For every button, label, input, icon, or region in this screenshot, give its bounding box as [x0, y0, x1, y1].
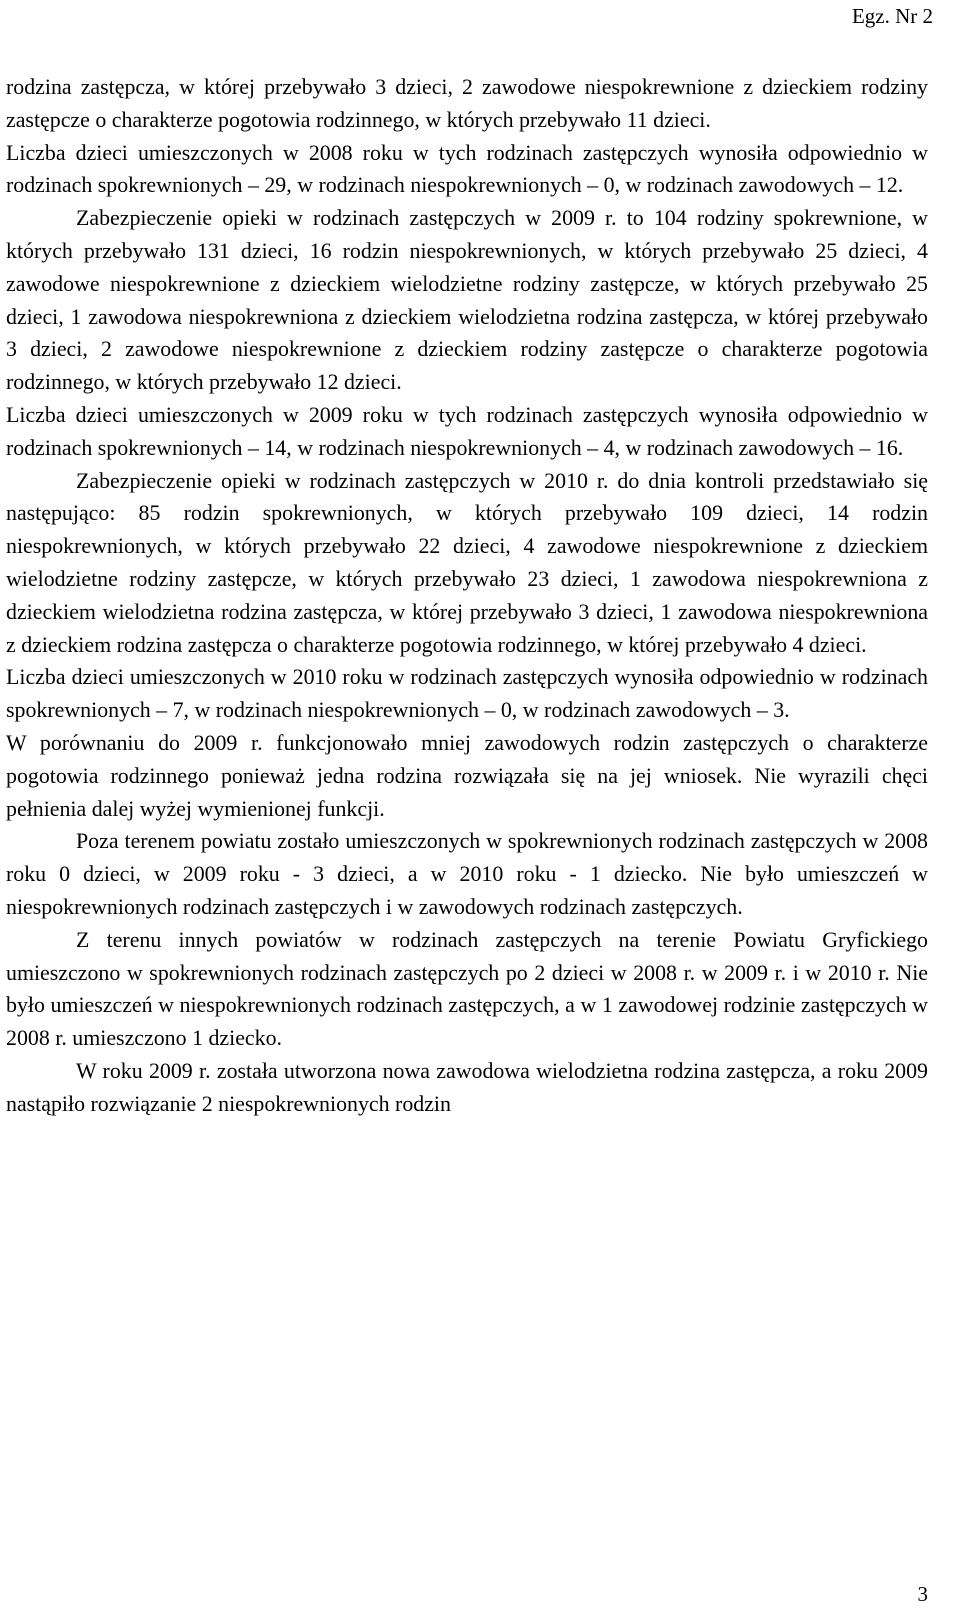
paragraph-2: Liczba dzieci umieszczonych w 2008 roku w tych rodzinach zastępczych wynosiła odpowiednio w rodzinach spokrewnionych – 29, w rodzinach niespokrewnionych – 0, w rodzinach zawodowych – 12. — [6, 139, 928, 198]
document-body — [6, 71, 928, 1121]
paragraph-1: rodzina zastępcza, w której przebywało 3 dzieci, 2 zawodowe niespokrewnione z dzieckiem rodziny zastępcze o charakterze pogotowia rodzinnego, w których przebywało 11 dzieci. — [6, 74, 928, 132]
paragraph-3: Zabezpieczenie opieki w rodzinach zastępczych w 2009 r. to 104 rodziny spokrewnione, w których przebywało 131 dzieci, 16 rodzin niespokrewnionych, w których przebywało 25 dzieci, 4 zawodowe niespokrewnione z dzieckiem wielodzietne rodziny zastępcze, w których przebywało 25 dzieci, 1 zawodowa niespokrewniona z dzieckiem wielodzietna rodzina zastępcza, w której przebywało 3 dzieci, 2 zawodowe niespokrewnione z dzieckiem rodziny zastępcze o charakterze pogotowia rodzinnego, w których przebywało 12 dzieci. — [6, 205, 928, 395]
page-number: 3 — [917, 1582, 928, 1606]
paragraph-6: Liczba dzieci umieszczonych w 2010 roku w rodzinach zastępczych wynosiła odpowiednio w rodzinach spokrewnionych – 7, w rodzinach niespokrewnionych – 0, w rodzinach zawodowych – 3. — [6, 664, 928, 723]
paragraph-10: W roku 2009 r. została utworzona nowa zawodowa wielodzietna rodzina zastępcza, a roku 2009 nastąpiło rozwiązanie 2 niespokrewnionych rodzin — [6, 1057, 928, 1116]
paragraph-5: Zabezpieczenie opieki w rodzinach zastępczych w 2010 r. do dnia kontroli przedstawiało się następująco: 85 rodzin spokrewnionych, w których przebywało 109 dzieci, 14 rodzin niespokrewnionych, w których przebywało 22 dzieci, 4 zawodowe niespokrewnione z dzieckiem wielodzietne rodziny zastępcze, w których przebywało 23 dzieci, 1 zawodowa niespokrewniona z dzieckiem wielodzietna rodzina zastępcza, w której przebywało 3 dzieci, 1 zawodowa niespokrewniona z dzieckiem rodzina zastępcza o charakterze pogotowia rodzinnego, w której przebywało 4 dzieci. — [6, 467, 928, 657]
paragraph-7: W porównaniu do 2009 r. funkcjonowało mniej zawodowych rodzin zastępczych o charakterze pogotowia rodzinnego ponieważ jedna rodzina rozwiązała się na jej wniosek. Nie wyrazili chęci pełnienia dalej wyżej wymienionej funkcji. — [6, 729, 928, 821]
paragraph-9: Z terenu innych powiatów w rodzinach zastępczych na terenie Powiatu Gryfickiego umieszczono w spokrewnionych rodzinach zastępczych po 2 dzieci w 2008 r. w 2009 r. i w 2010 r. Nie było umieszczeń w niespokrewnionych rodzinach zastępczych, a w 1 zawodowej rodzinie zastępczych w 2008 r. umieszczono 1 dziecko. — [6, 926, 928, 1051]
paragraph-4: Liczba dzieci umieszczonych w 2009 roku w tych rodzinach zastępczych wynosiła odpowiednio w rodzinach spokrewnionych – 14, w rodzinach niespokrewnionych – 4, w rodzinach zawodowych – 16. — [6, 401, 928, 460]
paragraph-8: Poza terenem powiatu zostało umieszczonych w spokrewnionych rodzinach zastępczych w 2008 roku 0 dzieci, w 2009 roku - 3 dzieci, a w 2010 roku - 1 dziecko. Nie było umieszczeń w niespokrewnionych rodzinach zastępczych i w zawodowych rodzinach zastępczych. — [6, 828, 928, 919]
copy-number-label: Egz. Nr 2 — [851, 4, 933, 28]
